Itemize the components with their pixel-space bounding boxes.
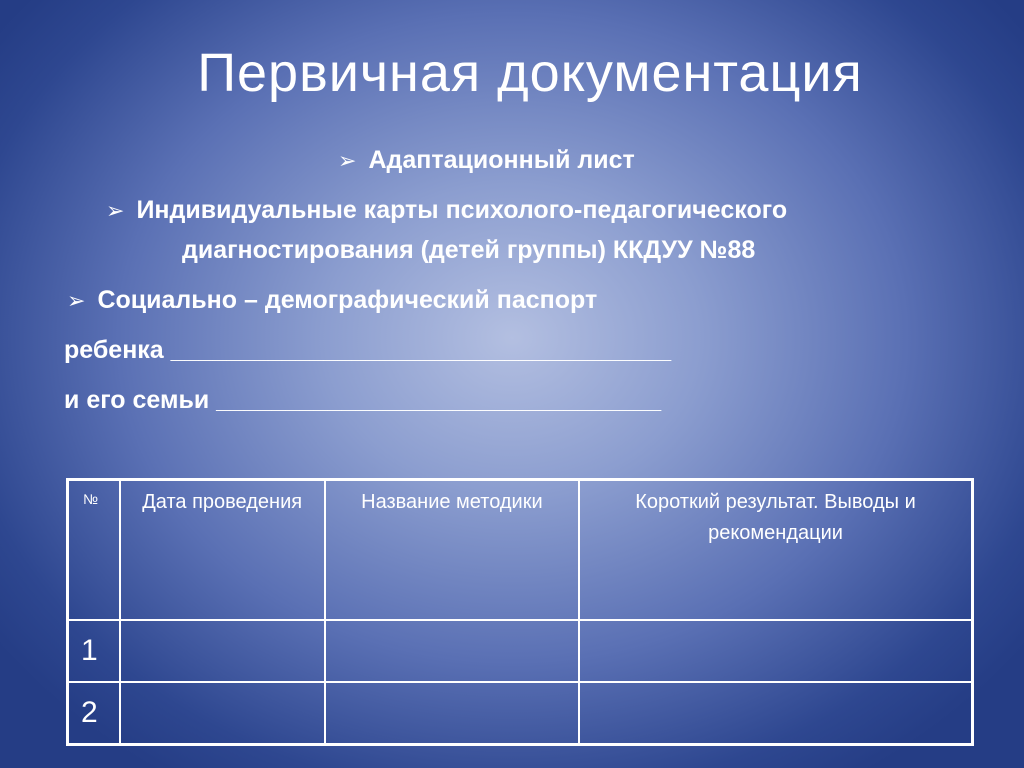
- table-cell: [579, 682, 972, 745]
- bullet-individual-cards: [106, 190, 787, 231]
- arrow-bullet-icon: ➢: [338, 148, 357, 173]
- bullet-text: Индивидуальные карты психолого-педагогического: [136, 196, 788, 224]
- documentation-table: [66, 478, 974, 746]
- table-row: [68, 682, 973, 745]
- table-cell: [579, 620, 972, 682]
- arrow-bullet-icon: ➢: [106, 198, 125, 223]
- arrow-bullet-icon: ➢: [67, 288, 86, 313]
- child-line: ребенка ____________________________________: [64, 336, 672, 364]
- header-number: №: [68, 480, 120, 621]
- row-number: 1: [68, 620, 120, 682]
- bullet-adaptation-sheet: [338, 140, 635, 181]
- header-date: Дата проведения: [120, 480, 325, 621]
- table-row: [68, 620, 973, 682]
- table-cell: [325, 682, 579, 745]
- header-method: Название методики: [325, 480, 579, 621]
- bullet-text: Адаптационный лист: [368, 146, 635, 174]
- table-cell: [325, 620, 579, 682]
- table-header-row: [68, 480, 973, 621]
- table-cell: [120, 620, 325, 682]
- family-line: и его семьи ________________________________: [64, 386, 662, 414]
- slide-title: Первичная документация: [197, 43, 863, 103]
- header-result: Короткий результат. Выводы и рекомендации: [579, 480, 972, 621]
- table-cell: [120, 682, 325, 745]
- row-number: 2: [68, 682, 120, 745]
- bullet-text: Социально – демографический паспорт: [97, 286, 598, 314]
- bullet-social-passport: [67, 280, 597, 321]
- bullet-individual-cards-continuation: диагностирования (детей группы) ККДУУ №88: [182, 236, 756, 264]
